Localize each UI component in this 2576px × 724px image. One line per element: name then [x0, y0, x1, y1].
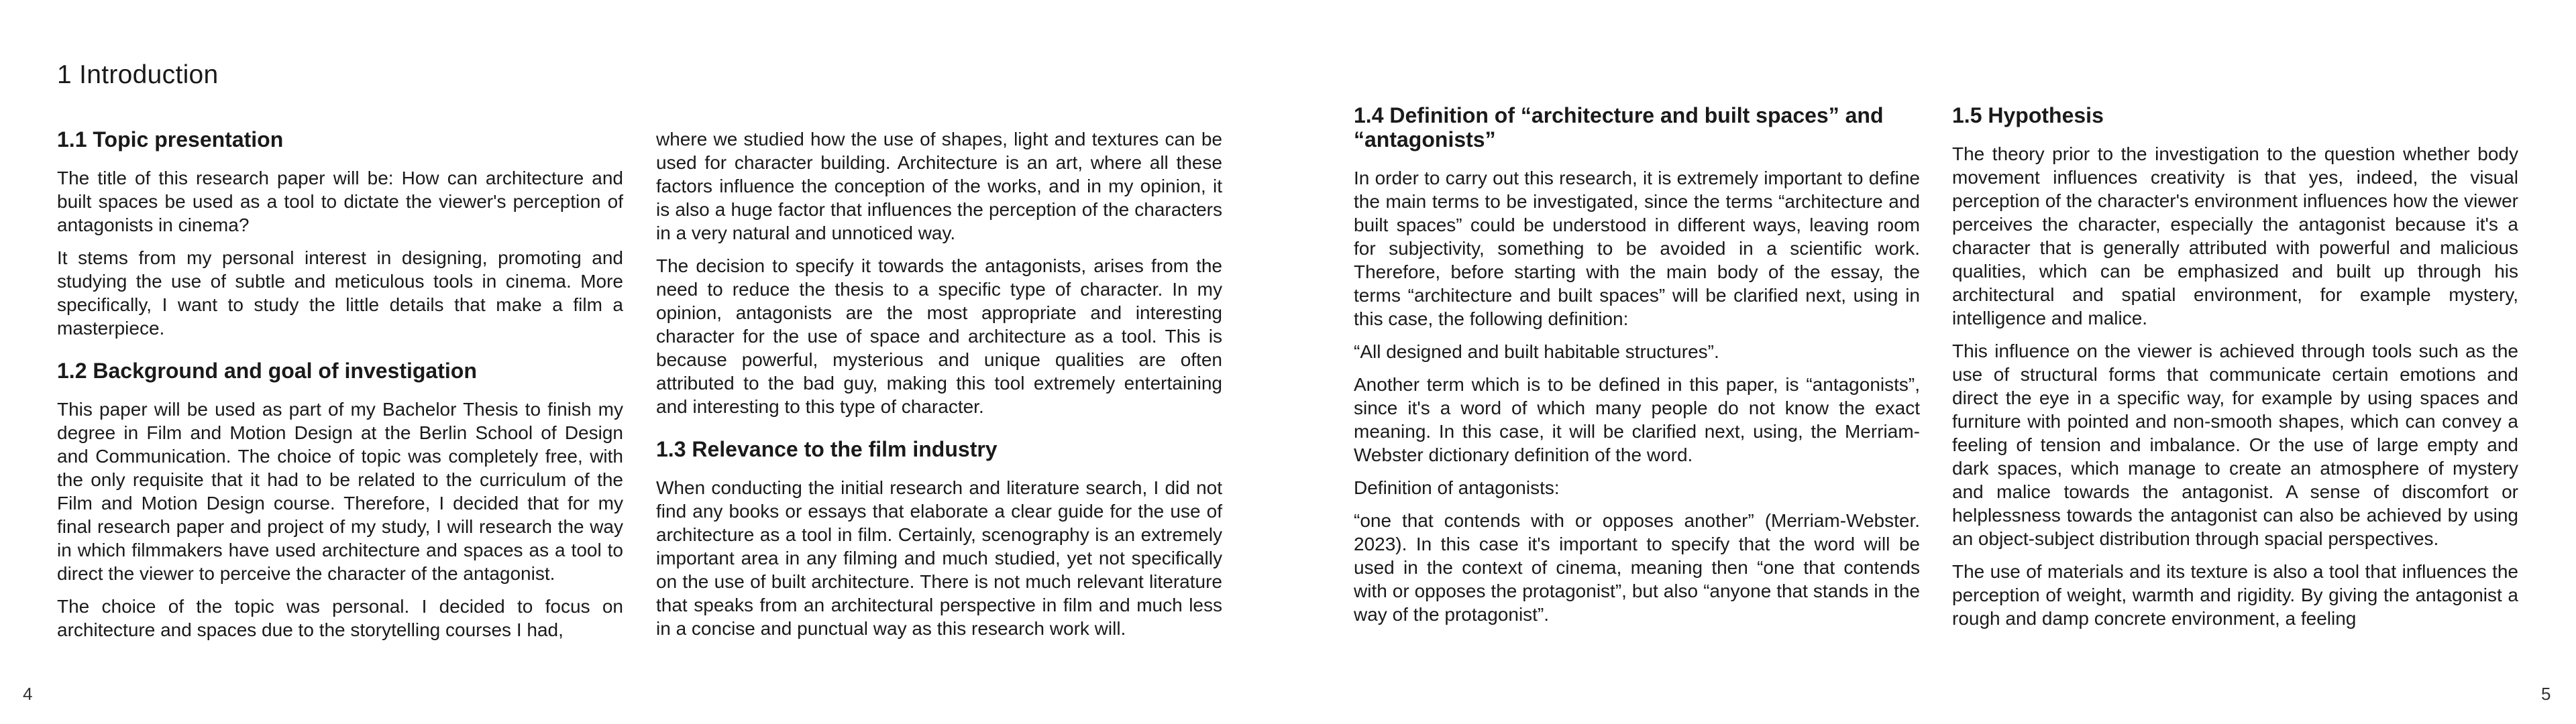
page-number-left: 4 [23, 684, 33, 704]
section-heading-1-4: 1.4 Definition of “architecture and built spaces” and “antagonists” [1354, 103, 1884, 152]
paragraph: Another term which is to be defined in this paper, is “antagonists”, since it's a word of which many people do not know the exact meaning. In this case, it will be clarified next, using, the Merriam-Webster dictionary definition of the word. [1354, 374, 1920, 465]
paragraph: Definition of antagonists: [1354, 477, 1560, 498]
section-heading-1-1: 1.1 Topic presentation [57, 127, 284, 152]
paragraph: “All designed and built habitable structures”. [1354, 341, 1719, 362]
left-page-column-2 [656, 127, 1222, 650]
section-heading-1-2: 1.2 Background and goal of investigation [57, 359, 477, 383]
paragraph: “one that contends with or opposes another” (Merriam-Webster. 2023). In this case it's important to specify that the word will be used in the context of cinema, meaning then “one that contends with or opposes the protagonist”, but also “anyone that stands in the way of the protagonist”. [1354, 510, 1920, 625]
right-page-column-2 [1952, 103, 2518, 640]
section-heading-1-3: 1.3 Relevance to the film industry [656, 437, 998, 461]
paragraph: This influence on the viewer is achieved through tools such as the use of structural forms that communicate certain emotions and direct the eye in a specific way, for example by using spaces and furniture with pointed and non-smooth shapes, which can convey a feeling of tension and imbalance. Or the use of large empty and dark spaces, which manage to create an atmosphere of mystery and malice towards the antagonist. A sense of discomfort or helplessness towards the antagonist can also be achieved by using an object-subject distribution through spacial perspectives. [1952, 341, 2518, 549]
paragraph: where we studied how the use of shapes, light and textures can be used for character building. Architecture is an art, where all these factors influence the conception of the works, and in my opinion, it is also a huge factor that influences the perception of the characters in a very natural and unnoticed way. [656, 129, 1222, 243]
paragraph: The use of materials and its texture is also a tool that influences the perception of weight, warmth and rigidity. By giving the antagonist a rough and damp concrete environment, a feeling [1952, 561, 2518, 629]
paragraph: The title of this research paper will be: How can architecture and built spaces be used as a tool to dictate the viewer's perception of antagonists in cinema? [57, 168, 623, 235]
paragraph: In order to carry out this research, it is extremely important to define the main terms to be investigated, since the terms “architecture and built spaces” could be understood in different ways, leaving room for subjectivity, something to be avoided in a scientific work. Therefore, before starting with the main body of the essay, the terms “architecture and built spaces” will be clarified next, using in this case, the following definition: [1354, 168, 1920, 329]
left-page-column-1 [57, 127, 623, 651]
paragraph: The decision to specify it towards the antagonists, arises from the need to reduce the thesis to a specific type of character. In my opinion, antagonists are the most appropriate and interesting character for the use of space and architecture as a tool. This is because powerful, mysterious and unique qualities are often attributed to the bad guy, making this tool extremely entertaining and interesting to this type of character. [656, 255, 1222, 417]
section-heading-1-5: 1.5 Hypothesis [1952, 103, 2104, 127]
paragraph: The choice of the topic was personal. I decided to focus on architecture and spaces due to the storytelling courses I had, [57, 596, 623, 640]
paragraph: It stems from my personal interest in designing, promoting and studying the use of subtle and meticulous tools in cinema. More specifically, I want to study the little details that make a film a masterpiece. [57, 247, 623, 339]
paragraph: When conducting the initial research and literature search, I did not find any books or essays that elaborate a clear guide for the use of architecture as a tool in film. Certainly, scenography is an extremely important area in any filming and much studied, yet not specifically on the use of built architecture. There is not much relevant literature that speaks from an architectural perspective in film and much less in a concise and punctual way as this research work will. [656, 477, 1222, 639]
page-number-right: 5 [2541, 684, 2551, 704]
paragraph: The theory prior to the investigation to the question whether body movement influences creativity is that yes, indeed, the visual perception of the character's environment influences how the viewer perceives the character, especially the antagonist because it's a character that is generally attributed with powerful and malicious qualities, which can be emphasized and built up through his architectural and spatial environment, for example mystery, intelligence and malice. [1952, 143, 2518, 328]
chapter-title: 1 Introduction [57, 60, 219, 89]
paragraph: This paper will be used as part of my Bachelor Thesis to finish my degree in Film and Motion Design at the Berlin School of Design and Communication. The choice of topic was completely free, with the only requisite that it had to be related to the curriculum of the Film and Motion Design course. Therefore, I decided that for my final research paper and project of my study, I will research the way in which filmmakers have used architecture and spaces as a tool to direct the viewer to perceive the character of the antagonist. [57, 399, 623, 584]
right-page-column-1 [1354, 103, 1920, 636]
